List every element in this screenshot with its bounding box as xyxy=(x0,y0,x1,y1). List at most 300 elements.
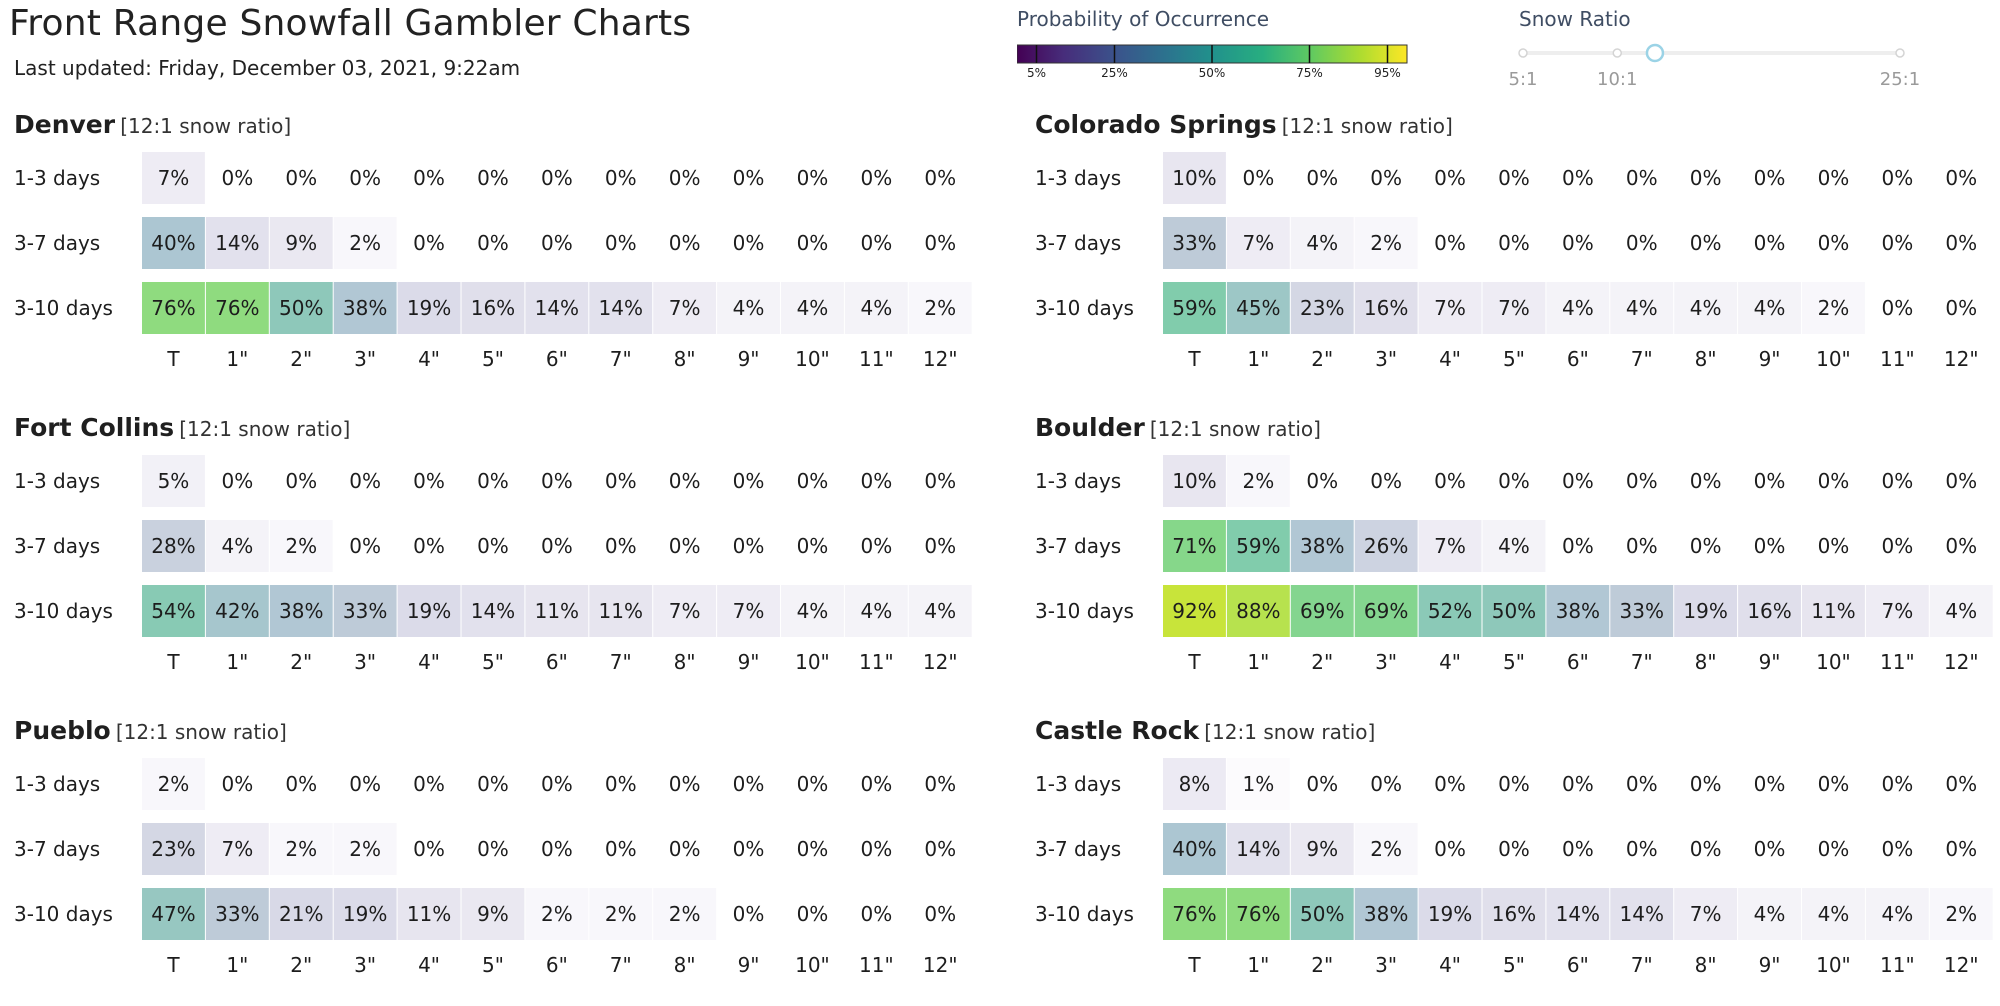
cell-value: 0% xyxy=(732,469,765,493)
cell-value: 0% xyxy=(604,166,637,190)
cell-value: 0% xyxy=(924,469,957,493)
cell-value: 16% xyxy=(1363,296,1409,320)
cell-value: 0% xyxy=(1561,231,1594,255)
column-label: 1" xyxy=(1247,347,1270,371)
cell-value: 7% xyxy=(1689,902,1722,926)
cell-value: 0% xyxy=(796,166,829,190)
cell-value: 0% xyxy=(796,772,829,796)
cell-value: 0% xyxy=(668,772,701,796)
cell-value: 7% xyxy=(668,296,701,320)
column-label: 5" xyxy=(1502,347,1525,371)
cell-value: 4% xyxy=(796,296,829,320)
cell-value: 92% xyxy=(1172,599,1217,623)
column-label: 8" xyxy=(1694,650,1717,674)
column-label: 3" xyxy=(354,953,377,977)
column-label: 11" xyxy=(859,650,894,674)
cell-value: 7% xyxy=(1881,599,1914,623)
heatmap-colorado-springs xyxy=(1035,110,2000,400)
cell-value: 0% xyxy=(732,166,765,190)
column-label: 8" xyxy=(1694,953,1717,977)
cell-value: 76% xyxy=(1172,902,1217,926)
colorbar-tick-label: 50% xyxy=(1198,66,1226,80)
column-label: 8" xyxy=(673,347,696,371)
cell-value: 7% xyxy=(1498,296,1530,320)
cell-value: 0% xyxy=(349,534,382,558)
cell-value: 19% xyxy=(342,902,388,926)
cell-value: 10% xyxy=(1172,469,1217,493)
panel-boulder xyxy=(1035,413,2000,703)
cell-value: 4% xyxy=(924,599,957,623)
cell-value: 23% xyxy=(151,837,196,861)
cell-value: 0% xyxy=(1945,296,1978,320)
cell-value: 4% xyxy=(1306,231,1339,255)
cell-value: 0% xyxy=(1242,166,1275,190)
cell-value: 0% xyxy=(668,469,701,493)
cell-value: 0% xyxy=(1689,166,1722,190)
cell-value: 33% xyxy=(1172,231,1217,255)
column-label: 7" xyxy=(1630,953,1653,977)
cell-value: 0% xyxy=(1370,166,1403,190)
slider-stop xyxy=(1613,49,1621,57)
cell-value: 0% xyxy=(1945,469,1978,493)
cell-value: 4% xyxy=(732,296,765,320)
column-label: 6" xyxy=(1566,953,1589,977)
cell-value: 4% xyxy=(860,296,893,320)
column-label: T xyxy=(167,953,180,977)
cell-value: 0% xyxy=(604,231,637,255)
cell-value: 0% xyxy=(540,231,573,255)
cell-value: 0% xyxy=(221,469,254,493)
cell-value: 0% xyxy=(1434,772,1466,796)
row-label: 3-10 days xyxy=(1035,599,1134,623)
cell-value: 14% xyxy=(1236,837,1281,861)
cell-value: 38% xyxy=(1300,534,1345,558)
cell-value: 0% xyxy=(1817,469,1850,493)
column-label: 8" xyxy=(673,650,696,674)
cell-value: 69% xyxy=(1363,599,1409,623)
cell-value: 2% xyxy=(349,231,382,255)
cell-value: 0% xyxy=(1561,469,1594,493)
cell-value: 0% xyxy=(540,534,573,558)
column-label: 4" xyxy=(1439,650,1462,674)
cell-value: 9% xyxy=(477,902,509,926)
cell-value: 4% xyxy=(221,534,254,558)
cell-value: 26% xyxy=(1363,534,1409,558)
cell-value: 0% xyxy=(1306,469,1339,493)
ratio-note: [12:1 snow ratio] xyxy=(1149,417,1321,441)
column-label: 4" xyxy=(418,953,441,977)
cell-value: 10% xyxy=(1172,166,1217,190)
column-label: 12" xyxy=(1943,347,1979,371)
cell-value: 0% xyxy=(924,837,957,861)
cell-value: 0% xyxy=(924,902,957,926)
cell-value: 0% xyxy=(604,772,637,796)
cell-value: 19% xyxy=(406,599,452,623)
cell-value: 0% xyxy=(349,166,382,190)
cell-value: 0% xyxy=(924,166,957,190)
column-label: 1" xyxy=(226,347,249,371)
cell-value: 4% xyxy=(1561,296,1594,320)
cell-value: 0% xyxy=(221,166,254,190)
cell-value: 0% xyxy=(413,772,445,796)
column-label: 11" xyxy=(1880,347,1915,371)
cell-value: 0% xyxy=(860,902,893,926)
cell-value: 21% xyxy=(279,902,324,926)
cell-value: 4% xyxy=(1945,599,1978,623)
column-label: 8" xyxy=(673,953,696,977)
column-label: 2" xyxy=(290,953,313,977)
column-label: 5" xyxy=(1502,650,1525,674)
heatmap-denver xyxy=(14,110,994,400)
cell-value: 2% xyxy=(604,902,637,926)
cell-value: 0% xyxy=(1753,772,1786,796)
cell-value: 0% xyxy=(1753,469,1786,493)
row-label: 3-10 days xyxy=(14,902,113,926)
cell-value: 38% xyxy=(1555,599,1601,623)
cell-value: 0% xyxy=(732,231,765,255)
cell-value: 7% xyxy=(732,599,765,623)
cell-value: 0% xyxy=(1625,469,1658,493)
cell-value: 0% xyxy=(1753,231,1786,255)
column-label: 6" xyxy=(545,953,568,977)
cell-value: 14% xyxy=(534,296,580,320)
column-label: 10" xyxy=(1816,650,1851,674)
column-label: T xyxy=(1188,347,1201,371)
cell-value: 0% xyxy=(924,231,957,255)
column-label: 2" xyxy=(1311,953,1334,977)
ratio-note: [12:1 snow ratio] xyxy=(120,114,292,138)
column-label: 3" xyxy=(1375,347,1398,371)
cell-value: 0% xyxy=(860,772,893,796)
cell-value: 45% xyxy=(1236,296,1281,320)
row-label: 3-7 days xyxy=(14,231,101,255)
cell-value: 0% xyxy=(924,772,957,796)
cell-value: 4% xyxy=(1498,534,1530,558)
row-label: 1-3 days xyxy=(1035,772,1122,796)
column-label: 2" xyxy=(290,650,313,674)
row-label: 3-7 days xyxy=(14,534,101,558)
cell-value: 0% xyxy=(668,166,701,190)
cell-value: 38% xyxy=(342,296,388,320)
cell-value: 0% xyxy=(540,166,573,190)
cell-value: 7% xyxy=(221,837,254,861)
column-label: 10" xyxy=(795,347,830,371)
cell-value: 69% xyxy=(1300,599,1345,623)
cell-value: 0% xyxy=(1689,837,1722,861)
column-label: 4" xyxy=(418,650,441,674)
row-label: 3-10 days xyxy=(14,296,113,320)
cell-value: 0% xyxy=(413,231,445,255)
cell-value: 0% xyxy=(668,231,701,255)
snow-ratio-slider[interactable] xyxy=(1508,34,1938,94)
column-label: 2" xyxy=(290,347,313,371)
cell-value: 76% xyxy=(1236,902,1281,926)
ratio-note: [12:1 snow ratio] xyxy=(115,720,287,744)
column-label: 3" xyxy=(354,650,377,674)
cell-value: 0% xyxy=(796,231,829,255)
cell-value: 4% xyxy=(1689,296,1722,320)
cell-value: 2% xyxy=(285,837,318,861)
cell-value: 14% xyxy=(470,599,516,623)
row-label: 3-7 days xyxy=(14,837,101,861)
slider-stop-label: 5:1 xyxy=(1508,69,1538,90)
cell-value: 0% xyxy=(1689,534,1722,558)
cell-value: 11% xyxy=(534,599,580,623)
cell-value: 0% xyxy=(796,837,829,861)
panel-colorado-springs xyxy=(1035,110,2000,400)
cell-value: 0% xyxy=(1625,837,1658,861)
column-label: 11" xyxy=(1880,953,1915,977)
colorbar-tick-label: 5% xyxy=(1026,66,1047,80)
heatmap-castle-rock xyxy=(1035,716,2000,1006)
column-label: 5" xyxy=(1502,953,1525,977)
slider-stop xyxy=(1896,49,1904,57)
probability-legend-title: Probability of Occurrence xyxy=(1017,7,1270,31)
cell-value: 11% xyxy=(406,902,452,926)
cell-value: 0% xyxy=(221,772,254,796)
city-name: Boulder xyxy=(1035,413,1145,442)
cell-value: 0% xyxy=(413,837,445,861)
cell-value: 0% xyxy=(1370,772,1403,796)
cell-value: 0% xyxy=(860,166,893,190)
cell-value: 71% xyxy=(1172,534,1217,558)
cell-value: 0% xyxy=(1625,166,1658,190)
cell-value: 76% xyxy=(215,296,260,320)
cell-value: 42% xyxy=(215,599,260,623)
cell-value: 0% xyxy=(1881,296,1914,320)
row-label: 1-3 days xyxy=(14,772,101,796)
panel-pueblo xyxy=(14,716,994,1006)
cell-value: 0% xyxy=(796,902,829,926)
cell-value: 5% xyxy=(157,469,190,493)
cell-value: 2% xyxy=(285,534,318,558)
city-name: Pueblo xyxy=(14,716,111,745)
column-label: 8" xyxy=(1694,347,1717,371)
cell-value: 0% xyxy=(1434,469,1466,493)
heatmap-boulder xyxy=(1035,413,2000,703)
cell-value: 0% xyxy=(668,534,701,558)
cell-value: 59% xyxy=(1172,296,1217,320)
cell-value: 40% xyxy=(1172,837,1217,861)
cell-value: 14% xyxy=(598,296,643,320)
page-title: Front Range Snowfall Gambler Charts xyxy=(9,3,692,44)
cell-value: 38% xyxy=(1363,902,1409,926)
cell-value: 0% xyxy=(860,469,893,493)
row-label: 1-3 days xyxy=(14,166,101,190)
cell-value: 0% xyxy=(1370,469,1403,493)
cell-value: 47% xyxy=(151,902,196,926)
cell-value: 2% xyxy=(540,902,573,926)
column-label: 1" xyxy=(1247,953,1270,977)
cell-value: 0% xyxy=(1881,469,1914,493)
cell-value: 0% xyxy=(1881,837,1914,861)
colorbar-tick-label: 95% xyxy=(1374,66,1401,80)
column-label: 4" xyxy=(1439,953,1462,977)
cell-value: 0% xyxy=(1881,166,1914,190)
column-label: 10" xyxy=(795,650,830,674)
cell-value: 7% xyxy=(1434,296,1466,320)
row-label: 1-3 days xyxy=(14,469,101,493)
cell-value: 0% xyxy=(1306,166,1339,190)
column-label: 6" xyxy=(1566,650,1589,674)
cell-value: 0% xyxy=(1434,231,1466,255)
cell-value: 76% xyxy=(151,296,196,320)
cell-value: 1% xyxy=(1242,772,1275,796)
last-updated: Last updated: Friday, December 03, 2021, 9:22am xyxy=(14,56,521,80)
column-label: 11" xyxy=(859,953,894,977)
slider-stop-label: 25:1 xyxy=(1879,69,1921,90)
column-label: 12" xyxy=(922,347,958,371)
cell-value: 0% xyxy=(860,837,893,861)
cell-value: 0% xyxy=(604,534,637,558)
cell-value: 33% xyxy=(342,599,388,623)
city-name: Castle Rock xyxy=(1035,716,1200,745)
cell-value: 9% xyxy=(1306,837,1339,861)
column-label: 9" xyxy=(1758,347,1781,371)
column-label: 6" xyxy=(545,650,568,674)
column-label: 1" xyxy=(1247,650,1270,674)
cell-value: 2% xyxy=(668,902,701,926)
row-label: 3-7 days xyxy=(1035,837,1122,861)
cell-value: 7% xyxy=(157,166,190,190)
row-label: 3-10 days xyxy=(14,599,113,623)
colorbar-tick-label: 75% xyxy=(1296,66,1323,80)
cell-value: 0% xyxy=(1689,469,1722,493)
cell-value: 0% xyxy=(1561,772,1594,796)
cell-value: 4% xyxy=(1753,296,1786,320)
column-label: 4" xyxy=(1439,347,1462,371)
cell-value: 23% xyxy=(1300,296,1345,320)
column-label: 7" xyxy=(609,953,632,977)
column-label: 9" xyxy=(737,953,760,977)
cell-value: 2% xyxy=(1945,902,1978,926)
cell-value: 0% xyxy=(1498,231,1530,255)
column-label: T xyxy=(1188,650,1201,674)
cell-value: 2% xyxy=(1242,469,1275,493)
cell-value: 0% xyxy=(1625,231,1658,255)
column-label: 11" xyxy=(859,347,894,371)
ratio-note: [12:1 snow ratio] xyxy=(179,417,351,441)
city-name: Denver xyxy=(14,110,116,139)
cell-value: 7% xyxy=(668,599,701,623)
cell-value: 4% xyxy=(1817,902,1850,926)
cell-value: 59% xyxy=(1236,534,1281,558)
cell-value: 11% xyxy=(1811,599,1856,623)
cell-value: 0% xyxy=(732,772,765,796)
column-label: 3" xyxy=(354,347,377,371)
cell-value: 4% xyxy=(1753,902,1786,926)
column-label: 7" xyxy=(609,650,632,674)
cell-value: 0% xyxy=(1881,534,1914,558)
cell-value: 0% xyxy=(349,772,382,796)
row-label: 1-3 days xyxy=(1035,166,1122,190)
row-label: 3-10 days xyxy=(1035,902,1134,926)
column-label: 7" xyxy=(1630,347,1653,371)
cell-value: 0% xyxy=(1306,772,1339,796)
column-label: 7" xyxy=(609,347,632,371)
cell-value: 0% xyxy=(1561,534,1594,558)
cell-value: 54% xyxy=(151,599,196,623)
cell-value: 0% xyxy=(477,837,509,861)
cell-value: 4% xyxy=(860,599,893,623)
column-label: 12" xyxy=(1943,650,1979,674)
slider-handle xyxy=(1647,45,1663,61)
cell-value: 33% xyxy=(215,902,260,926)
column-label: 7" xyxy=(1630,650,1653,674)
cell-value: 0% xyxy=(604,469,637,493)
row-label: 3-7 days xyxy=(1035,231,1122,255)
cell-value: 19% xyxy=(1683,599,1728,623)
cell-value: 0% xyxy=(285,166,318,190)
column-label: 3" xyxy=(1375,650,1398,674)
cell-value: 14% xyxy=(1555,902,1601,926)
slider-stop xyxy=(1519,49,1527,57)
cell-value: 14% xyxy=(215,231,260,255)
cell-value: 0% xyxy=(1625,772,1658,796)
cell-value: 33% xyxy=(1619,599,1664,623)
cell-value: 0% xyxy=(668,837,701,861)
cell-value: 0% xyxy=(477,534,509,558)
cell-value: 0% xyxy=(732,837,765,861)
column-label: 6" xyxy=(545,347,568,371)
column-label: 12" xyxy=(922,650,958,674)
snow-ratio-title: Snow Ratio xyxy=(1519,7,1631,31)
cell-value: 0% xyxy=(1817,772,1850,796)
cell-value: 9% xyxy=(285,231,318,255)
cell-value: 2% xyxy=(1370,837,1403,861)
cell-value: 0% xyxy=(1881,772,1914,796)
column-label: 11" xyxy=(1880,650,1915,674)
cell-value: 0% xyxy=(540,469,573,493)
cell-value: 50% xyxy=(1300,902,1345,926)
cell-value: 0% xyxy=(732,534,765,558)
cell-value: 0% xyxy=(1434,166,1466,190)
column-label: 5" xyxy=(481,650,504,674)
cell-value: 0% xyxy=(1689,772,1722,796)
column-label: 5" xyxy=(481,347,504,371)
cell-value: 0% xyxy=(1945,231,1978,255)
colorbar-tick-label: 25% xyxy=(1101,66,1128,80)
cell-value: 4% xyxy=(1881,902,1914,926)
heatmap-fort-collins xyxy=(14,413,994,703)
column-label: 2" xyxy=(1311,650,1334,674)
column-label: 9" xyxy=(737,347,760,371)
cell-value: 0% xyxy=(860,534,893,558)
cell-value: 0% xyxy=(1753,166,1786,190)
column-label: T xyxy=(167,347,180,371)
cell-value: 0% xyxy=(732,902,765,926)
column-label: 6" xyxy=(1566,347,1589,371)
cell-value: 0% xyxy=(1817,837,1850,861)
cell-value: 0% xyxy=(796,534,829,558)
column-label: 1" xyxy=(226,953,249,977)
row-label: 3-7 days xyxy=(1035,534,1122,558)
slider-stop-label: 10:1 xyxy=(1597,69,1638,90)
cell-value: 0% xyxy=(413,534,445,558)
cell-value: 88% xyxy=(1236,599,1281,623)
cell-value: 0% xyxy=(349,469,382,493)
cell-value: 14% xyxy=(1619,902,1664,926)
cell-value: 11% xyxy=(598,599,643,623)
cell-value: 0% xyxy=(1817,231,1850,255)
cell-value: 0% xyxy=(1945,166,1978,190)
cell-value: 52% xyxy=(1427,599,1473,623)
column-label: 12" xyxy=(1943,953,1979,977)
cell-value: 0% xyxy=(604,837,637,861)
row-label: 1-3 days xyxy=(1035,469,1122,493)
column-label: 10" xyxy=(1816,347,1851,371)
cell-value: 0% xyxy=(1498,166,1530,190)
